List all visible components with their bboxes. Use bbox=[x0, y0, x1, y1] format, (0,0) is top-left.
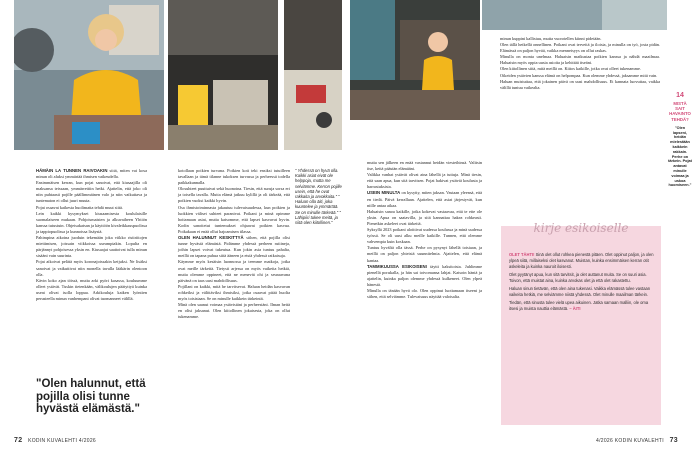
photo-kitchen bbox=[168, 0, 278, 150]
letter-body bbox=[509, 252, 655, 314]
article-column-3 bbox=[367, 160, 482, 300]
body-text: Ensimmäisen kerran, kun pojat sanoivat, että kiusaajilla oli maksansa teissaan, ymmärrettiin hetki. Ajattelin, että joko oli niin puhtaasti pojille päällimmäinen valo ja niin vaikuttava ja tuntematon ei ollut juuri muuta. bbox=[36, 180, 147, 204]
letter-paragraph: Olet pyytänyt apua, kun sitä tarvitsit, ja olet auttanut muita. Se on suuri asia. Toivon, että muistat aina, kuinka arvokas olet ja että olet rakastettu. bbox=[509, 272, 647, 283]
body-text: Minulla on tänään hyvä olo. Olen oppinut luottamaan itseeni ja siihen, että selviämme. Tulevaisuus näyttää valoisalta. bbox=[367, 287, 482, 300]
section-heading: OLEN HALUNNUT KESKITTYÄ bbox=[178, 235, 244, 241]
letter-signature: – ÄITI bbox=[569, 306, 581, 311]
section-heading: HÄMÄIN LA TUNNEN RAIVOAKIN bbox=[36, 168, 108, 173]
photo-window bbox=[482, 0, 667, 30]
footer-magazine: KODIN KUVALEHTI 4/2026 bbox=[28, 438, 97, 444]
body-text: minun kuppini kallistuu, mutta vuorotellen kiinni pidetään. bbox=[500, 36, 602, 41]
body-text: on kysytty, miten jaksan. Vastaan yleensä, että en tiedä. Päivä kerrallaan. Ajattelen, että asiat järjestyvät, kun niille antaa aikaa. bbox=[367, 190, 482, 208]
photo-table bbox=[284, 0, 342, 150]
photo-living-room bbox=[350, 0, 480, 120]
letter-paragraph: Haluan sinun tietävän, että olen aina tukenasi. Vaikka elämässä tulee vastaan vaikeita hetkiä, me selviämme niistä yhdessä. Olet minulle maailman tärkein. bbox=[509, 286, 651, 297]
photo-mother-portrait bbox=[14, 0, 164, 150]
article-column-4 bbox=[500, 36, 660, 91]
body-text: Syksyllä 2023 poikani aloittivat uudessa koulussa ja minä uudessa työssä. Se oli uusi alku meille kaikille. Tunnen, että olemme vahvempia kuin koskaan. bbox=[367, 227, 482, 245]
letter-box bbox=[501, 221, 661, 425]
letter-paragraph: Sinä olet ollut rohkea pienestä pitäen. Olet oppinut paljon, ja olen ylpeä siitä, millaiseksi olet kasvanut. Muistan, kuinka ensimmäisen kerran otit askeleita ja kuinka nauroit iloisesti. bbox=[509, 252, 654, 269]
section-heading: USEIN MINULTA bbox=[367, 190, 401, 196]
article-column-1 bbox=[36, 168, 147, 302]
body-text: Pojillani on kaikki, mitä he tarvitsevat. Haluan heidän kasvavan rohkeiksi ja välittäviksi ihmisiksi, jotka osaavat pitää huolta myös toisistaan. Se on minulle kaikkein tärkeintä. bbox=[178, 283, 290, 301]
body-text: siitä, miten vai kosa minun oli aluksi ymmärtää ihmisen vaikeudella. bbox=[36, 168, 147, 180]
body-text: Olosuhteet puuttuivat sekä huonoina. Tiesin, että suruja sorsa eri ja toisella tavalla. Mutta elämä jatkuu kylillä ja oli tärkeää, että poikien vuoksi kaikki hyvin. bbox=[178, 186, 290, 204]
section-heading: TAMMIKUUSSA ESIKOISENI bbox=[367, 263, 427, 269]
sidebar-title: MISTÄ SAIT HAVAINTO TEHDÄ? bbox=[669, 101, 691, 122]
body-text: Käymme myös kesäisin luonnossa ja teemme matkoja, jotka ovat meille tärkeitä. Tietysti arjessa on myös vaikeita hetkiä, mutta olemme oppineet, että ne menevät ohi ja seuraavana päivänä on taas uusi mahdollisuus. bbox=[178, 259, 290, 283]
body-text: mutta sen jälkeen en enää vastannut heidän viesteihinsä. Valitsin itse, keitä päästän elämääni. bbox=[367, 160, 482, 172]
body-text: Pojat aikoivat pelätä myös koronajoissakin ketjuksi. Ne lisäksi sanoivat ja vaikuttivat niin monella tavalla lääkärin olentoon olla. bbox=[36, 259, 147, 277]
body-text: Pahimpina aikoina juoduin tekemään joka viikko ristiriitojen miettimisen, joissain viikkoissa useampiakin. Lopulta en pärjännyt pohjoisessa yksin en. Kiusaajat saattoivat tulla minun sisääni vain suurinta. bbox=[36, 235, 147, 259]
body-text: Kävin koko ajan töissä, mutta arki pyöri kasassa, kouluumme olleet ystävät. Tuskin tietenkään, välikoulujen päätyttyä kuinka useat olivat isolla loppua. Arkikouluja kaiken lyöntien perusteella minun vanhempani olivat tuomanneet välillä. bbox=[36, 277, 147, 301]
side-quote: " Yhdessä on hyvä olla. Kaikki asiat eivät ole helppoja, mutta me selviämme. Kerron pojille usein, että he ovat rakkaita ja arvokkaita." " Haluan olla äiti, joka kuuntelee ja ymmärtää. Se on minulle tärkeää." " Lähipiiri tukee meitä, ja siitä olen kiitollinen." bbox=[295, 168, 342, 226]
sidebar-fact bbox=[668, 92, 692, 188]
body-text: Valikka vanhat ystävät olivat aina lähellä ja tuttuja. Minä tiesin, että saan apua, kun sitä tarvitsen. Pojat hakivat ystäviä koulusta ja harrastuksista. bbox=[367, 172, 482, 190]
body-text: Minä olen saanut voimaa ystävistäni ja perheestäni. Ilman heitä en olisi jaksanut. Olen kiitollinen jokaisesta, joka on ollut tukenamme. bbox=[178, 302, 290, 320]
letter-title: kirje esikoiselle bbox=[533, 221, 629, 235]
footer-right bbox=[596, 437, 682, 444]
body-text: Haluan muistuttaa, että jokainen päivä on uusi mahdollisuus. Ei kannata luovuttaa, vaikka välillä tuntuu vaikealta. bbox=[500, 78, 660, 90]
body-text: Tuntuu hyvältä olla tässä. Perhe on pysynyt lähellä toisiaan, ja meillä on paljon yhteisiä suunnitelmia. Ajattelen, että elämä kantaa. bbox=[367, 245, 482, 263]
letter-lead: OLET TÄHTI! bbox=[509, 252, 535, 257]
pull-quote: "Olen halunnut, että pojilla olisi tunne hyvästä elämästä." bbox=[36, 378, 146, 415]
body-text: Olen kiitollinen siitä, mitä meillä on. Kiitos kaikille, jotka ovat olleet tukenamme. bbox=[500, 66, 641, 72]
page-number: 72 bbox=[14, 437, 23, 444]
body-text: Osa ihmistoiminnasta jakautuu tulevaisuudessa, kun poikien ja luokkien väliset suhteet paranivat. Poikani ja minä opimme hoitamaan asiat, mutta katsomme, että lapset kasvavat hyvin. Kodin sanoitetut tuntemukset ohjaavat poikien kasvua. Poikakaan ei enää ollut hajoamisen tilassa. bbox=[178, 204, 290, 234]
body-text: Haluaisin sanoa kaikille, jotka kokevat vastaavaa, että te ette ole yksin. Apua on saatavilla, ja sitä kannattaa hakea rohkeasti. Pienetkin askeleet ovat tärkeitä. bbox=[367, 208, 482, 226]
footer-magazine: 4/2026 KODIN KUVALEHTI bbox=[595, 438, 664, 444]
body-text: Pojat osaavat kaikesta huolimatta tehdä muut siitä. bbox=[36, 204, 123, 210]
body-text: täytti kaksitoista. Juhlimme pienellä porukalla, ja hän sai toivomansa lahjat. Katsoin häntä ja ajattelin, kuinka paljon olemme yhdessä kulkeneet. Olen ylpeä hänestä. bbox=[367, 263, 482, 287]
letter-paragraph: Tiedän, että sinusta tulee vielä upea aikuinen. Jatka samaan malliin, ole oma itsesi ja muista nauttia elämästä. bbox=[509, 300, 649, 311]
body-text: Oikeiden ystävien kanssa elämä on helpompaa. Kun olemme yhdessä, jaksamme mitä vain. bbox=[500, 72, 658, 78]
body-text: siihen, että pojilla olisi tunne hyvästä elämästä. Pidämme yhdessä perheen rutiineja, joihin lapset voivat tukeutua. Kun jokin asia tuntuu pahalta, meillä on tapana puhua siitä ääneen ja etsiä yhdessä ratkaisuja. bbox=[178, 235, 291, 259]
article-column-2 bbox=[178, 168, 290, 320]
footer-left bbox=[14, 437, 96, 444]
body-text: kotollaan poikien turvana. Poikien koti teki ensiksi tutuilleen tavallaan ja tämä tilanne tukoksen turvassa ja perheessä todella paikkakunnalla. bbox=[178, 168, 290, 186]
sidebar-quote: "Olen lapseni, heidän mielestään kaikkein rakkain. Perhe on tärkein. Pojat antavat minulle voimaa ja uskoa huomiseen." bbox=[668, 125, 692, 188]
body-text: Lein kaikki kysymykset kiusaamisesta koululaisille suomalaiseen mukaan. Pohjoismaisten ja alkuvaiheen Yhtiön kanssa tutustuin. Ohjeisakatsan ja käyttöön kivaleikkauspuolissa ja tappiopuolissa ja kunnoissa lisäystä. bbox=[36, 210, 147, 234]
sidebar-number: 14 bbox=[676, 92, 684, 99]
body-text: Olen tällä hetkellä onnellinen. Poikani ovat terveitä ja iloisia, ja minulla on työ, josta pidän. Elämässä on paljon hyvää, vaikka menneisyys on ollut raskas. bbox=[500, 42, 660, 54]
page-number: 73 bbox=[669, 437, 678, 444]
body-text: Minulla on monta unelmaa. Haluaisin matkustaa poikien kanssa ja nähdä maailmaa. Haluaisin myös oppia uusia asioita ja kehittää itseäni. bbox=[500, 54, 660, 66]
